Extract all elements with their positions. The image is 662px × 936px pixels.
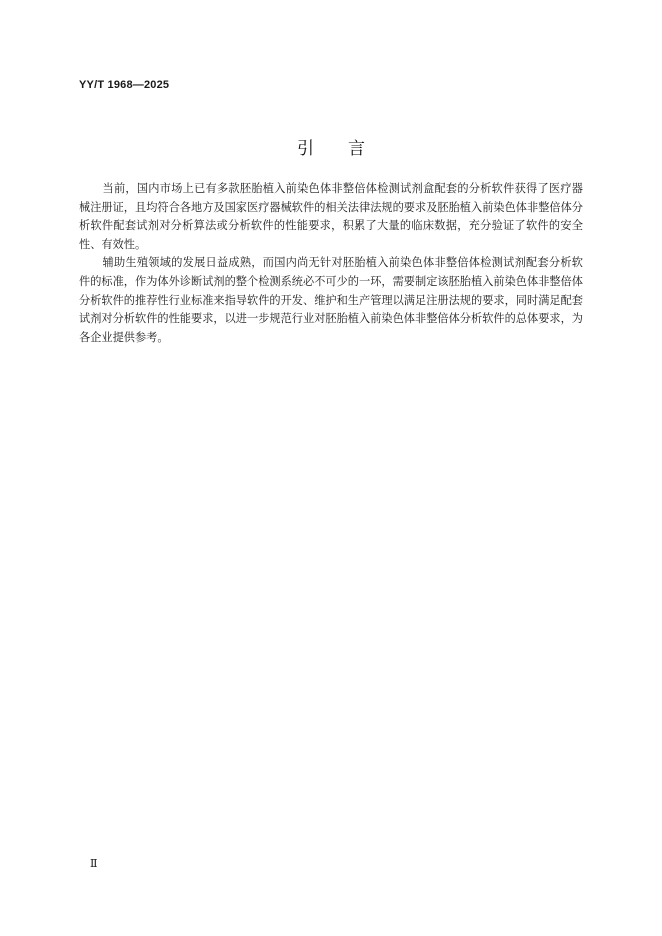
section-title-char-2: 言 [348,139,365,159]
document-code: YY/T 1968—2025 [79,79,170,91]
paragraph: 辅助生殖领域的发展日益成熟，而国内尚无针对胚胎植入前染色体非整倍体检测试剂配套分析软件的标准，作为体外诊断试剂的整个检测系统必不可少的一环，需要制定该胚胎植入前染色体非整倍体分析软件的推荐性行业标准来指导软件的开发、维护和生产管理以满足注册法规的要求，同时满足配套试剂对分析软件的性能要求，以进一步规范行业对胚胎植入前染色体非整倍体分析软件的总体要求，为各企业提供参考。 [79,256,583,344]
section-title [0,134,662,159]
paragraph: 当前，国内市场上已有多款胚胎植入前染色体非整倍体检测试剂盒配套的分析软件获得了医疗器械注册证，且均符合各地方及国家医疗器械软件的相关法律法规的要求及胚胎植入前染色体非整倍体分析软件配套试剂对分析算法或分析软件的性能要求，积累了大量的临床数据，充分验证了软件的安全性、有效性。 [79,182,583,251]
page-number: Ⅱ [90,857,98,870]
section-title-char-1: 引 [297,139,314,159]
introduction-body [79,180,583,347]
